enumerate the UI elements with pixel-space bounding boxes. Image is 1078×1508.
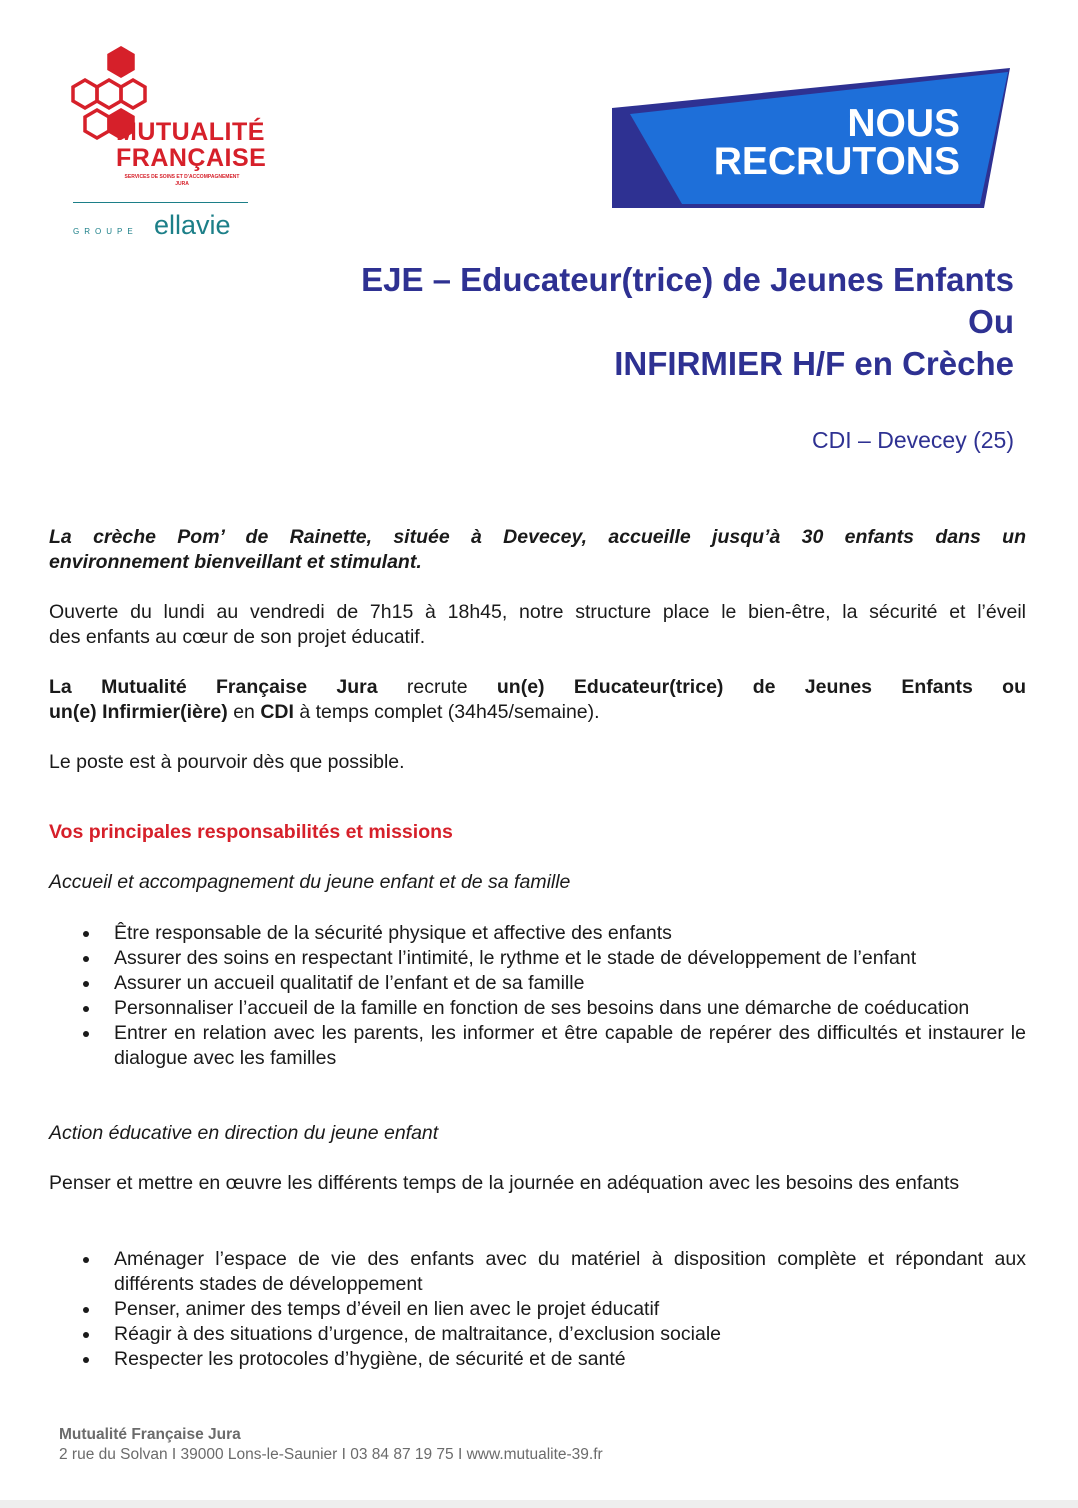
list-item: [49, 921, 1026, 946]
list-item: [49, 1322, 1026, 1347]
bullet-icon: [83, 931, 89, 937]
logo-subtitle-region: JURA: [175, 181, 189, 187]
footer-address: 2 rue du Solvan I 39000 Lons-le-Saunier I 03 84 87 19 75 I www.mutualite-39.fr: [59, 1446, 603, 1463]
list-item: [49, 996, 1026, 1021]
list-item: [49, 1297, 1026, 1322]
list-item: [49, 971, 1026, 996]
logo-text-line2: FRANÇAISE: [116, 144, 267, 172]
mission-list-2: [49, 1247, 1026, 1372]
bullet-icon: [83, 1357, 89, 1363]
company-logo: [68, 44, 267, 244]
logo-subtitle: SERVICES DE SOINS ET D'ACCOMPAGNEMENT: [124, 174, 240, 180]
position-name: un(e) Educateur(trice) de Jeunes Enfants ou: [496, 676, 1026, 698]
list-item-text: Assurer des soins en respectant l’intimité, le rythme et le stade de développement de l’enfant: [114, 947, 917, 969]
section-heading: Vos principales responsabilités et missions: [49, 821, 453, 843]
recruit-connector: en: [227, 701, 261, 723]
logo-brand: ellavie: [154, 210, 231, 240]
list-item: [49, 1021, 1026, 1071]
logo-groupe-label: GROUPE: [73, 227, 138, 236]
mission-list-1: [49, 921, 1026, 1071]
job-title-line3: INFIRMIER H/F en Crèche: [614, 345, 1014, 382]
footer-company-name: Mutualité Française Jura: [59, 1426, 241, 1443]
availability-paragraph: Le poste est à pourvoir dès que possible.: [49, 751, 405, 773]
subsection-heading-2: Action éducative en direction du jeune enfant: [49, 1122, 439, 1144]
bullet-icon: [83, 1031, 89, 1037]
hours-line1: Ouverte du lundi au vendredi de 7h15 à 18h45, notre structure place le bien-être, la sécurité et l’éveil: [49, 601, 1026, 623]
list-item-text: Personnaliser l’accueil de la famille en fonction de ses besoins dans une démarche de coéducation: [114, 997, 970, 1019]
schedule-text: à temps complet (34h45/semaine).: [293, 701, 600, 723]
banner-line1: NOUS: [847, 102, 960, 145]
list-item-text: Penser, animer des temps d’éveil en lien avec le projet éducatif: [114, 1298, 660, 1320]
bullet-icon: [83, 1332, 89, 1338]
list-item-text: Entrer en relation avec les parents, les informer et être capable de repérer des difficultés et instaurer le dialogue avec les familles: [114, 1022, 1026, 1069]
bullet-icon: [83, 956, 89, 962]
bullet-icon: [83, 1006, 89, 1012]
list-item-text: Être responsable de la sécurité physique et affective des enfants: [114, 922, 672, 944]
hours-paragraph: [49, 600, 1026, 650]
list-item: [49, 1347, 1026, 1372]
page-bottom-edge: [0, 1500, 1078, 1508]
recruit-paragraph: [49, 675, 1026, 725]
intro-line2: environnement bienveillant et stimulant.: [49, 551, 422, 573]
logo-text-line1: MUTUALITÉ: [116, 118, 265, 146]
contract-location: CDI – Devecey (25): [812, 427, 1014, 453]
logo-divider: [73, 202, 248, 203]
contract-type: CDI: [260, 701, 294, 723]
banner-line2: RECRUTONS: [713, 140, 960, 183]
list-item-text: Assurer un accueil qualitatif de l’enfant et de sa famille: [114, 972, 585, 994]
list-item-text: Respecter les protocoles d’hygiène, de sécurité et de santé: [114, 1348, 626, 1370]
bullet-icon: [83, 981, 89, 987]
list-item-text: Réagir à des situations d’urgence, de maltraitance, d’exclusion sociale: [114, 1323, 722, 1345]
bullet-icon: [83, 1307, 89, 1313]
action-paragraph: Penser et mettre en œuvre les différents temps de la journée en adéquation avec les besoins des enfants: [49, 1172, 960, 1194]
job-title-line1: EJE – Educateur(trice) de Jeunes Enfants: [361, 261, 1014, 298]
bullet-icon: [83, 1257, 89, 1263]
hours-line2: des enfants au cœur de son projet éducatif.: [49, 626, 426, 648]
subsection-heading-1: Accueil et accompagnement du jeune enfant et de sa famille: [49, 871, 571, 893]
list-item: [49, 946, 1026, 971]
org-name: La Mutualité Française Jura: [49, 676, 378, 698]
recruiting-banner: [612, 68, 1010, 210]
list-item-text: Aménager l’espace de vie des enfants avec du matériel à disposition complète et répondant aux différents stades de développement: [114, 1248, 1026, 1295]
recruit-verb: recrute: [377, 676, 497, 698]
intro-line1: La crèche Pom’ de Rainette, située à Devecey, accueille jusqu’à 30 enfants dans un: [49, 526, 1026, 548]
list-item: [49, 1247, 1026, 1297]
position-alt: un(e) Infirmier(ière): [49, 701, 228, 723]
intro-paragraph: [49, 525, 1026, 575]
job-title-line2: Ou: [968, 303, 1014, 340]
